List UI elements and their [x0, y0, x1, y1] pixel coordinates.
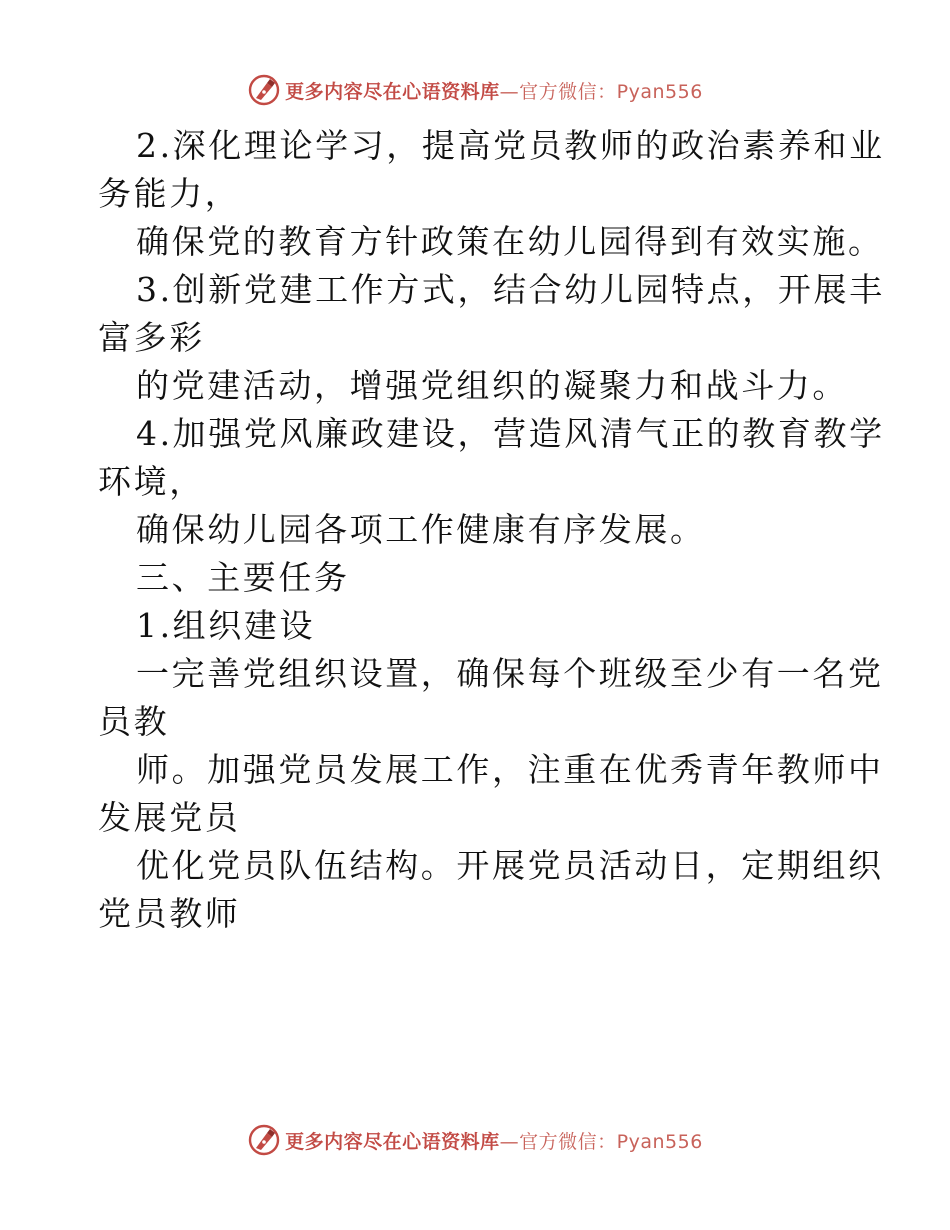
banner-text — [285, 1127, 703, 1154]
banner-contact: 官方微信：Pyan556 — [519, 80, 703, 103]
text-line: 三、主要任务 — [136, 558, 350, 597]
text-line: 员教 — [98, 702, 170, 741]
footer-banner — [0, 1120, 950, 1160]
text-line: 师。加强党员发展工作，注重在优秀青年教师中 — [136, 750, 884, 789]
banner-contact: 官方微信：Pyan556 — [519, 1130, 703, 1153]
banner-text — [285, 77, 703, 104]
text-line: 优化党员队伍结构。开展党员活动日，定期组织 — [136, 846, 884, 885]
text-line: 确保幼儿园各项工作健康有序发展。 — [136, 510, 706, 549]
text-line: 4.加强党风廉政建设，营造风清气正的教育教学 — [136, 414, 885, 453]
banner-dash: — — [499, 80, 520, 103]
text-line: 环境， — [98, 462, 205, 501]
document-body — [98, 122, 885, 938]
text-line: 党员教师 — [98, 894, 241, 933]
text-line: 2.深化理论学习，提高党员教师的政治素养和业 — [136, 126, 885, 165]
text-line: 一完善党组织设置，确保每个班级至少有一名党 — [136, 654, 884, 693]
banner-title: 更多内容尽在心语资料库 — [285, 80, 500, 103]
banner-title: 更多内容尽在心语资料库 — [285, 1130, 500, 1153]
text-line: 确保党的教育方针政策在幼儿园得到有效实施。 — [136, 222, 884, 261]
banner-dash: — — [499, 1130, 520, 1153]
text-line: 务能力， — [98, 174, 241, 213]
text-line: 的党建活动，增强党组织的凝聚力和战斗力。 — [136, 366, 848, 405]
text-line: 富多彩 — [98, 318, 205, 357]
header-banner — [0, 70, 950, 110]
text-line: 3.创新党建工作方式，结合幼儿园特点，开展丰 — [136, 270, 885, 309]
pen-nib-circle-icon — [247, 73, 281, 107]
text-line: 发展党员 — [98, 798, 241, 837]
pen-nib-circle-icon — [247, 1123, 281, 1157]
text-line: 1.组织建设 — [136, 606, 316, 645]
